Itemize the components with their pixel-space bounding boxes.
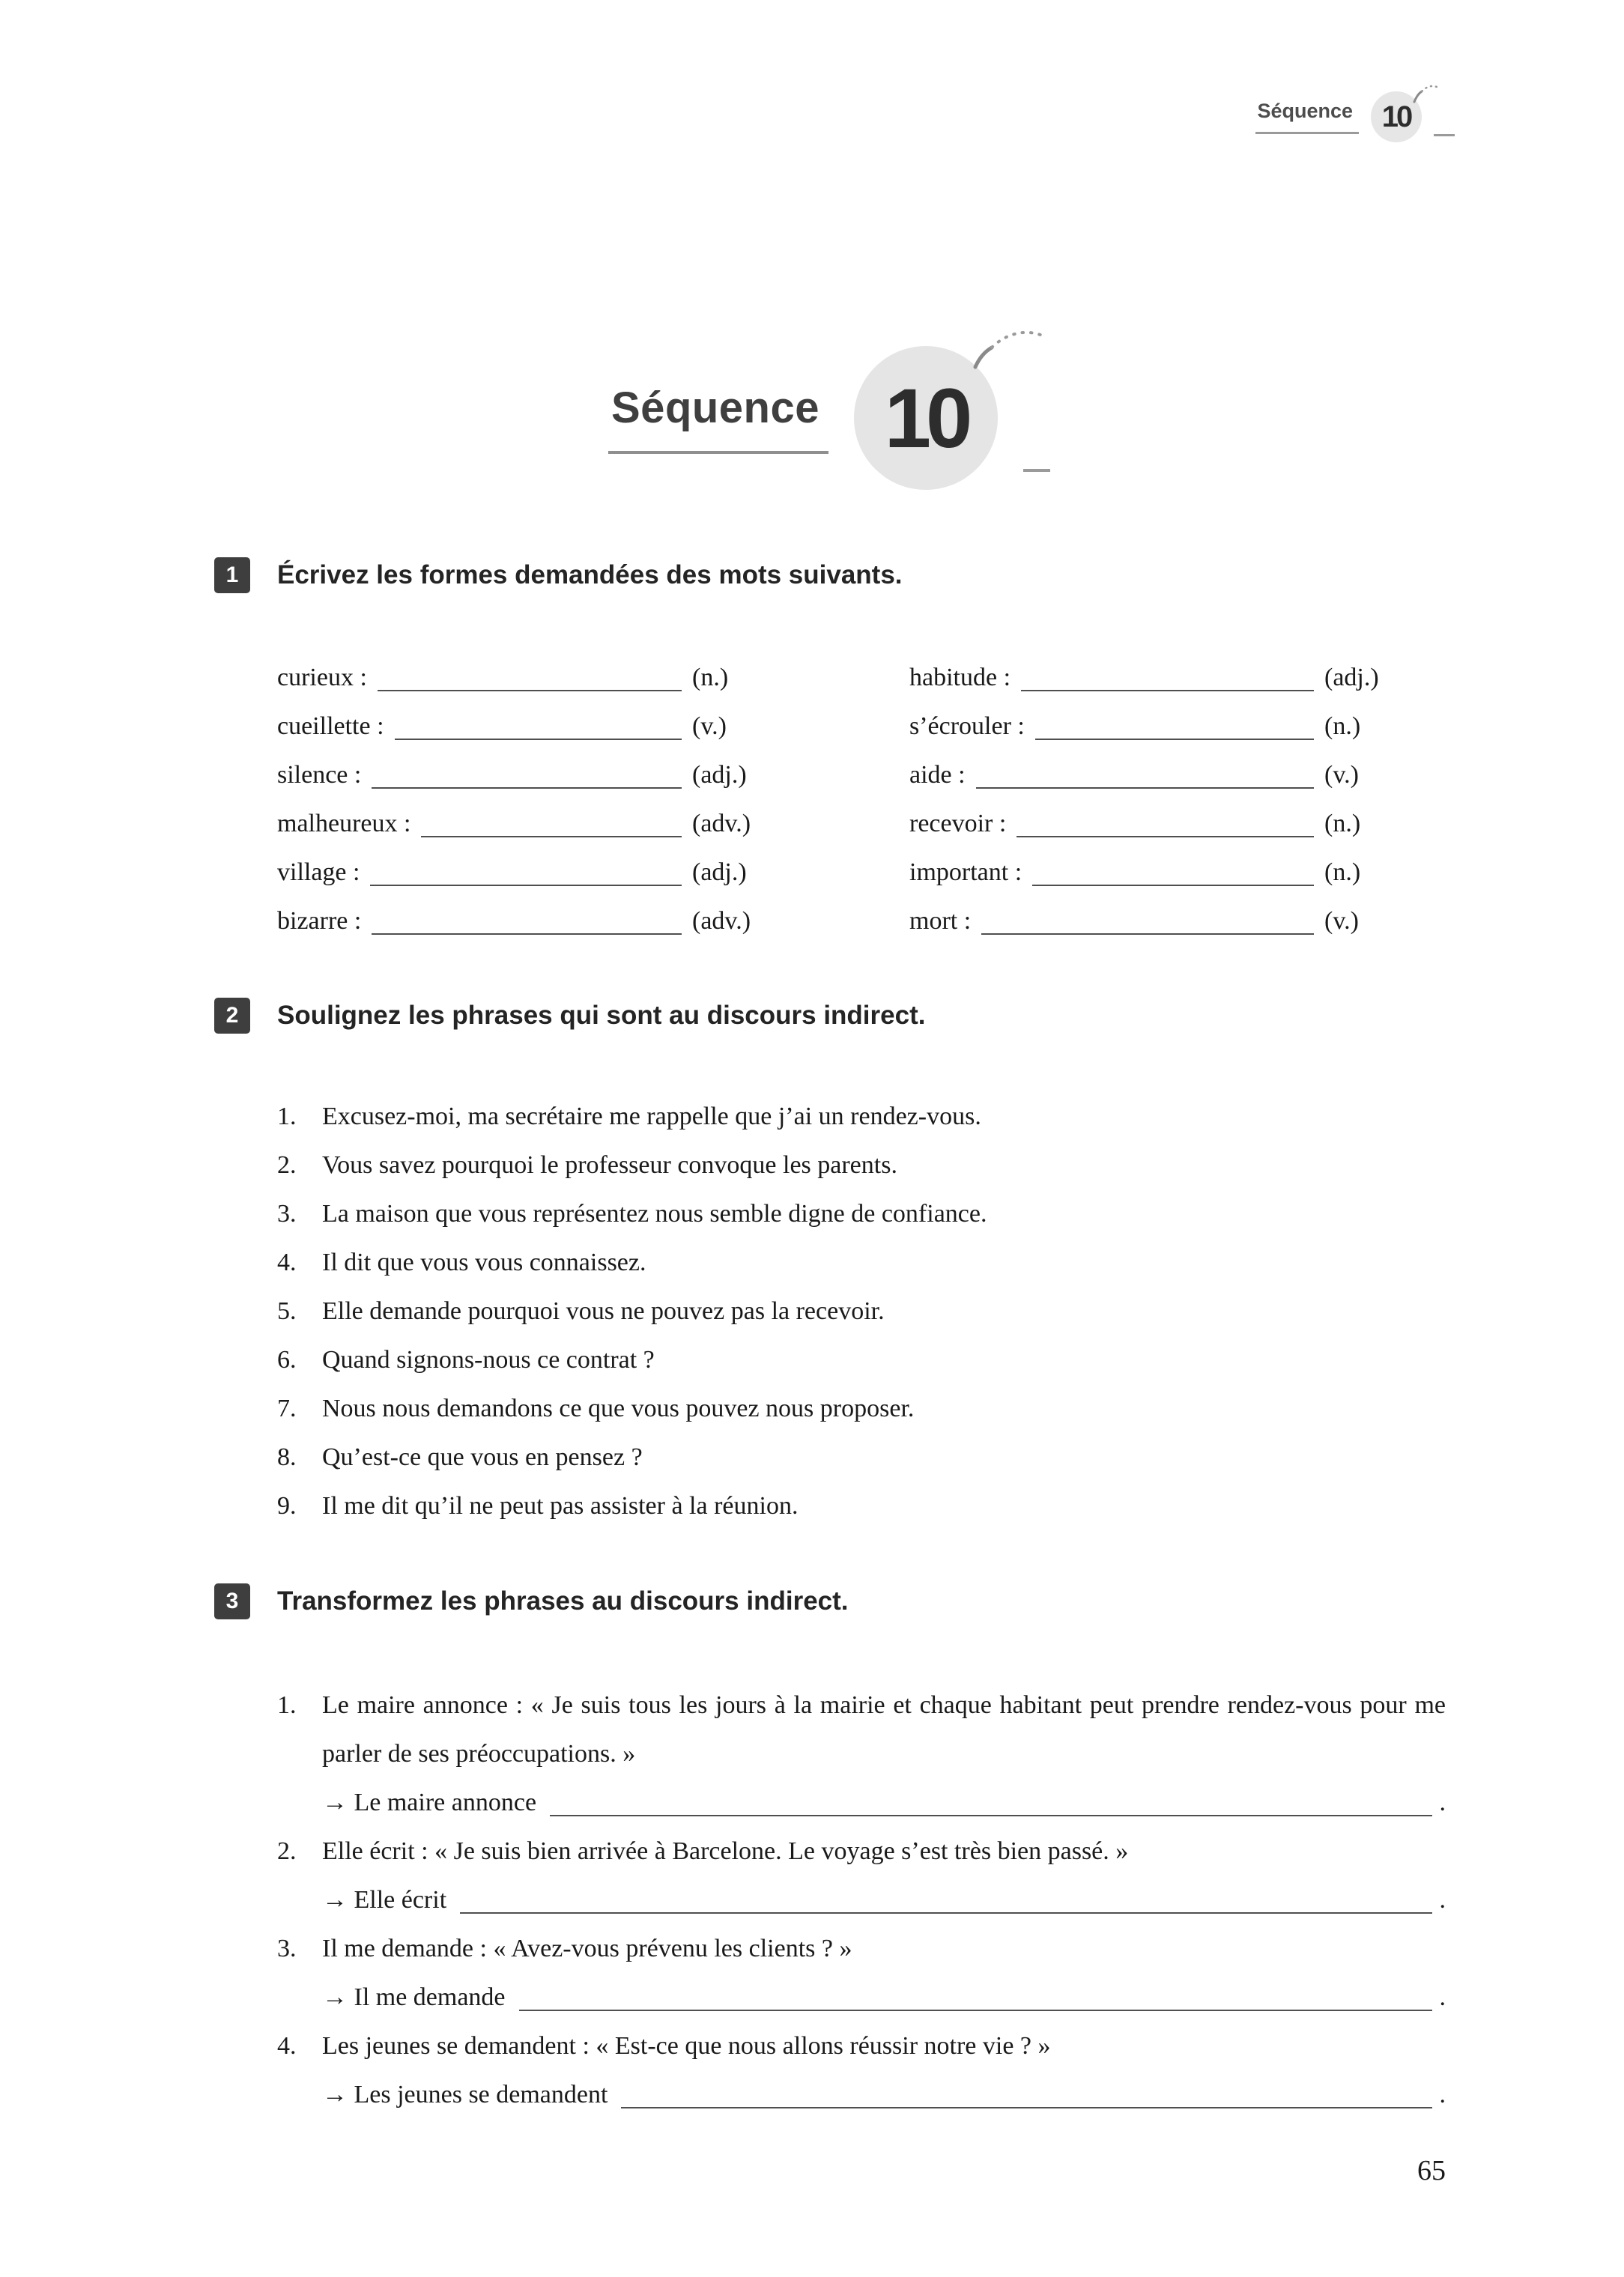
exercise2-number-badge: 2 bbox=[214, 998, 250, 1034]
answer-line bbox=[277, 1973, 1446, 2022]
answer-blank bbox=[370, 885, 682, 886]
pos-hint: (adj.) bbox=[692, 761, 747, 789]
sentence-number: 2. bbox=[277, 1837, 297, 1865]
transformation-item bbox=[277, 1827, 1446, 1924]
answer-blank bbox=[395, 739, 682, 740]
answer-line bbox=[277, 1876, 1446, 1924]
sentence-text: La maison que vous représentez nous semble digne de confiance. bbox=[322, 1200, 987, 1228]
word-item bbox=[277, 897, 779, 945]
fuse-doodle-icon bbox=[968, 321, 1050, 373]
chapter-title-sequence-number: 10 bbox=[884, 371, 968, 465]
exercise3-transformation-list bbox=[277, 1681, 1446, 2119]
answer-blank bbox=[550, 1815, 1431, 1816]
sentence-item bbox=[277, 1482, 1446, 1530]
header-dash bbox=[1434, 134, 1455, 136]
word-item bbox=[277, 653, 779, 702]
pos-hint: (n.) bbox=[692, 664, 729, 691]
sentence-item bbox=[277, 1189, 1446, 1238]
word-column-right bbox=[909, 653, 1411, 945]
answer-blank bbox=[460, 1912, 1431, 1914]
sentence-number: 2. bbox=[277, 1151, 297, 1179]
word-label: s’écrouler : bbox=[909, 712, 1025, 740]
sentence-item bbox=[277, 1287, 1446, 1335]
answer-blank bbox=[372, 787, 682, 789]
word-item bbox=[909, 848, 1411, 897]
exercise2-sentence-list bbox=[277, 1092, 1446, 1530]
transformation-item bbox=[277, 1924, 1446, 2022]
sentence-text: Le maire annonce : « Je suis tous les jours à la mairie et chaque habitant peut prendre rendez-vous pour me parler de ses préoccupations. » bbox=[322, 1691, 1446, 1768]
transformation-item bbox=[277, 1681, 1446, 1827]
sentence-text: Quand signons-nous ce contrat ? bbox=[322, 1346, 655, 1374]
answer-suffix: . bbox=[1439, 1789, 1446, 1816]
answer-blank bbox=[372, 933, 682, 935]
sentence-text: Nous nous demandons ce que vous pouvez nous proposer. bbox=[322, 1395, 915, 1422]
pos-hint: (adj.) bbox=[1324, 664, 1379, 691]
running-header bbox=[1255, 91, 1455, 142]
word-label: cueillette : bbox=[277, 712, 384, 740]
running-header-sequence-number: 10 bbox=[1381, 100, 1411, 133]
sentence-text: Elle écrit : « Je suis bien arrivée à Barcelone. Le voyage s’est très bien passé. » bbox=[322, 1837, 1129, 1865]
word-item bbox=[277, 702, 779, 751]
exercise1-heading bbox=[214, 557, 903, 593]
sentence-number: 5. bbox=[277, 1297, 297, 1325]
word-label: malheureux : bbox=[277, 810, 411, 837]
running-header-sequence-badge bbox=[1371, 91, 1422, 142]
running-header-sequence-label: Séquence bbox=[1255, 100, 1359, 134]
sentence-text: Il dit que vous vous connaissez. bbox=[322, 1249, 646, 1276]
answer-blank bbox=[519, 2010, 1432, 2011]
word-column-left bbox=[277, 653, 779, 945]
answer-blank bbox=[1032, 885, 1314, 886]
sentence-text: Excusez-moi, ma secrétaire me rappelle que j’ai un rendez-vous. bbox=[322, 1103, 981, 1130]
pos-hint: (n.) bbox=[1324, 810, 1361, 837]
answer-blank bbox=[621, 2107, 1431, 2108]
answer-suffix: . bbox=[1439, 1983, 1446, 2011]
sentence-number: 4. bbox=[277, 1249, 297, 1276]
word-label: silence : bbox=[277, 761, 362, 789]
exercise3-heading bbox=[214, 1583, 849, 1619]
exercise1-number-badge: 1 bbox=[214, 557, 250, 593]
sentence-number: 7. bbox=[277, 1395, 297, 1422]
sentence-text: Il me dit qu’il ne peut pas assister à la réunion. bbox=[322, 1492, 799, 1520]
word-item bbox=[277, 799, 779, 848]
chapter-title-sequence-label: Séquence bbox=[608, 383, 828, 454]
sentence-number: 3. bbox=[277, 1935, 297, 1962]
pos-hint: (n.) bbox=[1324, 858, 1361, 886]
exercise2-heading bbox=[214, 998, 925, 1034]
pos-hint: (n.) bbox=[1324, 712, 1361, 740]
answer-blank bbox=[378, 690, 682, 691]
word-label: mort : bbox=[909, 907, 972, 935]
sentence-item bbox=[277, 1335, 1446, 1384]
pos-hint: (v.) bbox=[1324, 761, 1359, 789]
transformation-item bbox=[277, 2022, 1446, 2119]
title-dash bbox=[1023, 469, 1050, 472]
sentence-item bbox=[277, 1141, 1446, 1189]
pos-hint: (v.) bbox=[692, 712, 727, 740]
chapter-title-number-badge bbox=[854, 346, 998, 490]
sentence-number: 8. bbox=[277, 1443, 297, 1471]
answer-blank bbox=[1035, 739, 1314, 740]
sentence-number: 1. bbox=[277, 1103, 297, 1130]
sentence-item bbox=[277, 1238, 1446, 1287]
exercise1-title: Écrivez les formes demandées des mots suivants. bbox=[277, 560, 903, 589]
answer-line bbox=[277, 1778, 1446, 1827]
answer-prefix: → Elle écrit bbox=[322, 1886, 447, 1914]
sentence-number: 4. bbox=[277, 2032, 297, 2060]
chapter-title bbox=[0, 346, 1624, 490]
sentence-text: Elle demande pourquoi vous ne pouvez pas la recevoir. bbox=[322, 1297, 885, 1325]
word-label: village : bbox=[277, 858, 360, 886]
word-item bbox=[909, 751, 1411, 799]
sentence-item bbox=[277, 1433, 1446, 1482]
exercise1-word-grid bbox=[277, 653, 1411, 945]
pos-hint: (adj.) bbox=[692, 858, 747, 886]
answer-blank bbox=[981, 933, 1314, 935]
answer-prefix: → Le maire annonce bbox=[322, 1789, 537, 1816]
word-item bbox=[909, 897, 1411, 945]
answer-blank bbox=[1016, 836, 1314, 837]
word-label: aide : bbox=[909, 761, 966, 789]
sentence-item bbox=[277, 1092, 1446, 1141]
sentence-text: Les jeunes se demandent : « Est-ce que nous allons réussir notre vie ? » bbox=[322, 2032, 1051, 2060]
word-item bbox=[277, 848, 779, 897]
page-number: 65 bbox=[1417, 2155, 1446, 2186]
answer-blank bbox=[976, 787, 1314, 789]
word-label: important : bbox=[909, 858, 1022, 886]
pos-hint: (v.) bbox=[1324, 907, 1359, 935]
sentence-number: 9. bbox=[277, 1492, 297, 1520]
word-label: habitude : bbox=[909, 664, 1011, 691]
exercise3-number-badge: 3 bbox=[214, 1583, 250, 1619]
answer-blank bbox=[1021, 690, 1314, 691]
word-item bbox=[909, 799, 1411, 848]
sentence-text: Vous savez pourquoi le professeur convoque les parents. bbox=[322, 1151, 897, 1179]
sentence-text: Qu’est-ce que vous en pensez ? bbox=[322, 1443, 643, 1471]
answer-prefix: → Il me demande bbox=[322, 1983, 506, 2011]
answer-suffix: . bbox=[1439, 2081, 1446, 2108]
word-item bbox=[909, 702, 1411, 751]
word-label: recevoir : bbox=[909, 810, 1007, 837]
word-label: curieux : bbox=[277, 664, 367, 691]
word-label: bizarre : bbox=[277, 907, 362, 935]
sentence-number: 1. bbox=[277, 1691, 297, 1719]
pos-hint: (adv.) bbox=[692, 810, 751, 837]
exercise2-title: Soulignez les phrases qui sont au discours indirect. bbox=[277, 1001, 926, 1030]
word-item bbox=[277, 751, 779, 799]
word-item bbox=[909, 653, 1411, 702]
fuse-doodle-icon bbox=[1411, 82, 1441, 105]
answer-prefix: → Les jeunes se demandent bbox=[322, 2081, 608, 2108]
pos-hint: (adv.) bbox=[692, 907, 751, 935]
answer-suffix: . bbox=[1439, 1886, 1446, 1914]
sentence-text: Il me demande : « Avez-vous prévenu les clients ? » bbox=[322, 1935, 852, 1962]
sentence-number: 6. bbox=[277, 1346, 297, 1374]
exercise3-title: Transformez les phrases au discours indirect. bbox=[277, 1586, 849, 1616]
answer-blank bbox=[421, 836, 682, 837]
sentence-number: 3. bbox=[277, 1200, 297, 1228]
sentence-item bbox=[277, 1384, 1446, 1433]
answer-line bbox=[277, 2070, 1446, 2119]
